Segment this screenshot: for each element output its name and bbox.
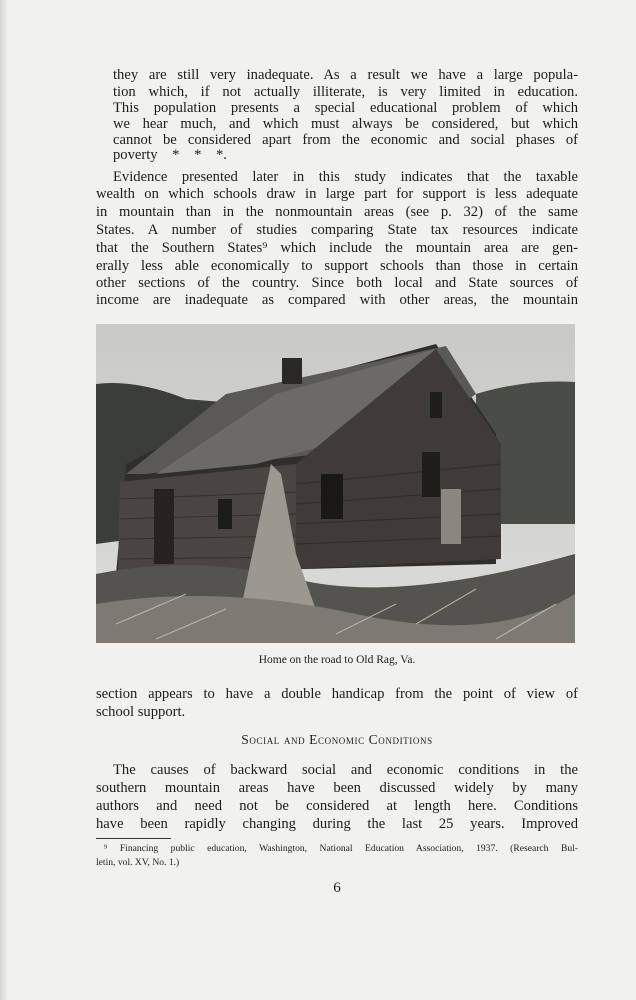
paragraph-line: other sections of the country. Since both local and State sources of (96, 275, 578, 291)
paragraph-line: erally less able economically to support schools than those in certain (96, 258, 578, 274)
quote-line: we hear much, and which must always be considered, but which (113, 116, 578, 132)
quote-line: poverty * * *. (113, 147, 227, 163)
quote-line: tion which, if not actually illiterate, is very limited in education. (113, 84, 578, 100)
quote-line: This population presents a special educational problem of which (113, 100, 578, 116)
page-number: 6 (333, 880, 341, 896)
paragraph-line: wealth on which schools draw in large part for support is less adequate (96, 186, 578, 202)
footnote-line: letin, vol. XV, No. 1.) (96, 857, 180, 868)
photo-house (96, 324, 575, 643)
paragraph-line: have been rapidly changing during the last 25 years. Improved (96, 816, 578, 832)
paragraph-line: school support. (96, 704, 186, 720)
paragraph-line: that the Southern States⁹ which include the mountain area are gen- (96, 240, 578, 256)
paragraph-line: section appears to have a double handicap from the point of view of (96, 686, 578, 702)
scan-edge (0, 0, 8, 1000)
quote-line: they are still very inadequate. As a result we have a large popula- (113, 67, 578, 83)
footnote-rule (96, 838, 171, 839)
paragraph-line: authors and need not be considered at length here. Conditions (96, 798, 578, 814)
paragraph-line: southern mountain areas have been discussed widely by many (96, 780, 578, 796)
photo-caption: Home on the road to Old Rag, Va. (258, 654, 416, 666)
section-heading: Social and Economic Conditions (241, 732, 433, 747)
paragraph-line: The causes of backward social and economic conditions in the (113, 762, 578, 778)
footnote-line: ⁹ Financing public education, Washington, National Education Association, 1937. (Research Bul- (104, 843, 578, 854)
paragraph-line: States. A number of studies comparing State tax resources indicate (96, 222, 578, 238)
paragraph-line: income are inadequate as compared with other areas, the mountain (96, 292, 578, 308)
quote-line: cannot be considered apart from the economic and social phases of (113, 132, 578, 148)
paragraph-line: in mountain than in the nonmountain areas (see p. 32) of the same (96, 204, 578, 220)
paragraph-line: Evidence presented later in this study indicates that the taxable (113, 169, 578, 185)
